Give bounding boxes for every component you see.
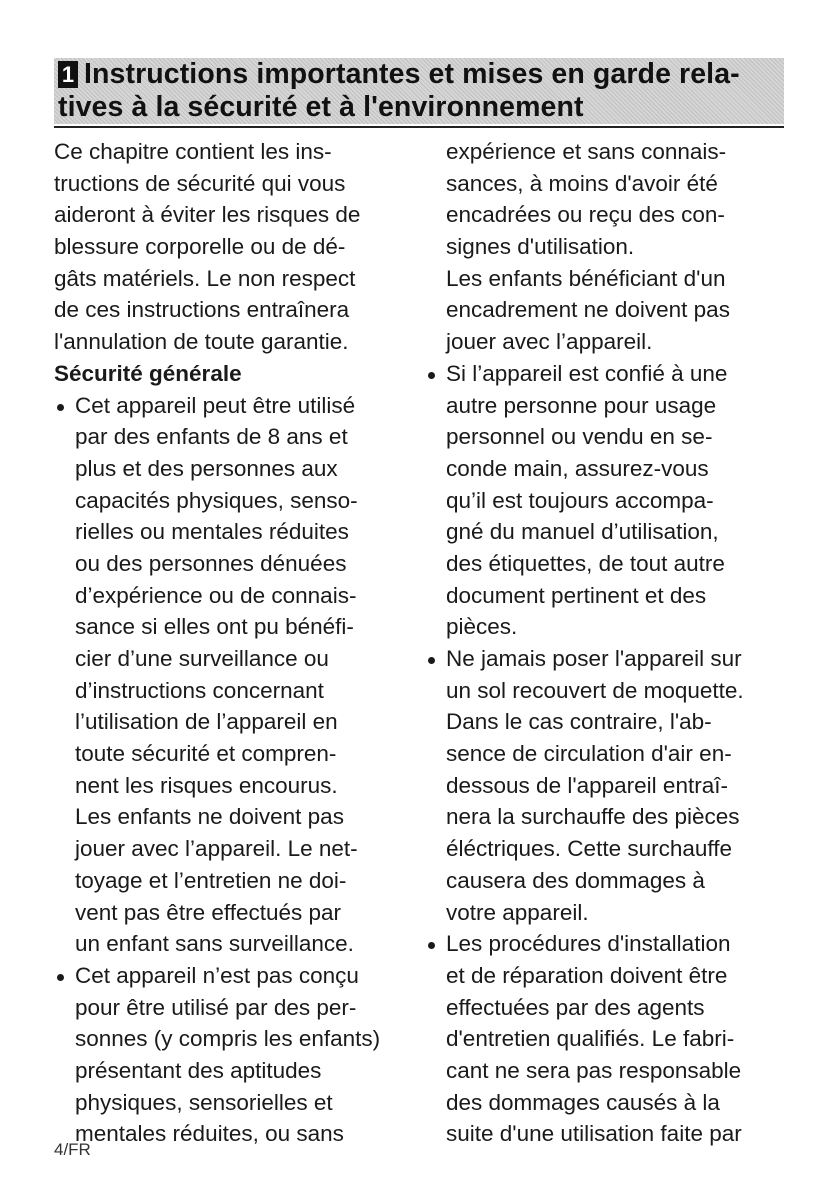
bullet-line — [425, 358, 825, 390]
paragraph-line: blessure corporelle ou de dé- — [54, 234, 346, 260]
indented-text-line: pour être utilisé par des per- — [75, 994, 357, 1020]
indented-text-line: cier d’une surveillance ou — [75, 646, 329, 671]
section-title-line-1 — [58, 58, 784, 91]
paragraph-line: tructions de sécurité qui vous — [54, 170, 346, 196]
indented-text-line: effectuées par des agents — [446, 994, 705, 1020]
indented-text-line: capacités physiques, senso- — [75, 487, 358, 513]
indented-text-line: sances, à moins d'avoir été — [446, 170, 718, 196]
section-title-text-1: Instructions importantes et mises en garde rela- — [84, 58, 740, 90]
indented-text-line: dessous de l'appareil entraî- — [446, 772, 728, 798]
bullet-line — [54, 390, 414, 422]
indented-text-line: d’expérience ou de connais- — [75, 582, 357, 608]
indented-text-line: encadrées ou reçu des con- — [446, 202, 725, 228]
indented-text-line: l’utilisation de l’appareil en — [75, 709, 338, 735]
indented-text-line: nent les risques encourus. — [75, 772, 338, 798]
indented-text-line: causera des dommages à — [446, 867, 705, 893]
paragraph-line: aideront à éviter les risques de — [54, 202, 361, 228]
indented-text-line: autre personne pour usage — [446, 392, 717, 418]
section-title-line-2: tives à la sécurité et à l'environnement — [58, 91, 584, 123]
bullet-line-text: Si l’appareil est confié à une — [446, 360, 728, 386]
subsection-heading: Sécurité générale — [54, 360, 242, 386]
section-title — [58, 58, 784, 124]
indented-text-line: suite d'une utilisation faite par — [446, 1121, 742, 1147]
indented-text-line: toute sécurité et compren- — [75, 741, 337, 767]
indented-text-line: présentant des aptitudes — [75, 1057, 322, 1083]
indented-text-line: physiques, sensorielles et — [75, 1089, 333, 1115]
indented-text-line: sence de circulation d'air en- — [446, 741, 732, 767]
indented-text-line: jouer avec l’appareil. Le net- — [75, 836, 358, 862]
indented-text-line: cant ne sera pas responsable — [446, 1057, 742, 1083]
page-number: 4/FR — [54, 1140, 91, 1159]
indented-text-line: éléctriques. Cette surchauffe — [446, 836, 732, 862]
indented-text-line: vent pas être effectués par — [75, 899, 342, 925]
indented-text-line: expérience et sans connais- — [446, 139, 727, 164]
indented-text-line: Les enfants bénéficiant d'un — [446, 265, 726, 291]
indented-text-line: Dans le cas contraire, l'ab- — [446, 709, 712, 735]
bullet-line-text: Cet appareil n’est pas conçu — [75, 962, 359, 988]
indented-text-line: sance si elles ont pu bénéfi- — [75, 614, 354, 640]
indented-text-line: d'entretien qualifiés. Le fabri- — [446, 1026, 735, 1052]
indented-text-line: votre appareil. — [446, 899, 589, 925]
indented-text-line: des dommages causés à la — [446, 1089, 720, 1115]
indented-text-line: encadrement ne doivent pas — [446, 297, 730, 323]
indented-text-line: signes d'utilisation. — [446, 234, 635, 260]
bullet-line-text: Cet appareil peut être utilisé — [75, 392, 356, 418]
indented-text-line: un enfant sans surveillance. — [75, 931, 354, 957]
indented-text-line: gné du manuel d’utilisation, — [446, 519, 719, 545]
indented-text-line: jouer avec l’appareil. — [446, 329, 653, 355]
section-header-rule — [54, 126, 784, 128]
paragraph-line: de ces instructions entraînera — [54, 297, 350, 323]
indented-text-line: mentales réduites, ou sans — [75, 1121, 344, 1147]
indented-text-line: pièces. — [446, 614, 518, 640]
right-text-column — [425, 136, 825, 1150]
indented-text-line: document pertinent et des — [446, 582, 707, 608]
paragraph-line: gâts matériels. Le non respect — [54, 265, 356, 291]
bullet-line — [425, 643, 825, 675]
bullet-line-text: Ne jamais poser l'appareil sur — [446, 646, 742, 671]
indented-text-line: Les enfants ne doivent pas — [75, 804, 344, 830]
indented-text-line: conde main, assurez-vous — [446, 455, 709, 481]
indented-text-line: par des enfants de 8 ans et — [75, 424, 348, 450]
indented-text-line: sonnes (y compris les enfants) — [75, 1026, 381, 1052]
indented-text-line: rielles ou mentales réduites — [75, 519, 349, 545]
chapter-number-badge: 1 — [58, 61, 78, 88]
indented-text-line: personnel ou vendu en se- — [446, 424, 713, 450]
indented-text-line: plus et des personnes aux — [75, 455, 338, 481]
indented-text-line: des étiquettes, de tout autre — [446, 550, 725, 576]
indented-text-line: nera la surchauffe des pièces — [446, 804, 740, 830]
left-text-column — [54, 136, 414, 1150]
paragraph-line: l'annulation de toute garantie. — [54, 329, 349, 355]
indented-text-line: et de réparation doivent être — [446, 962, 728, 988]
bullet-line-text: Les procédures d'installation — [446, 931, 731, 957]
indented-text-line: toyage et l’entretien ne doi- — [75, 867, 347, 893]
indented-text-line: un sol recouvert de moquette. — [446, 677, 744, 703]
bullet-line — [425, 928, 825, 960]
bullet-line — [54, 960, 414, 992]
indented-text-line: ou des personnes dénuées — [75, 550, 347, 576]
indented-text-line: qu’il est toujours accompa- — [446, 487, 714, 513]
paragraph-line: Ce chapitre contient les ins- — [54, 139, 332, 164]
indented-text-line: d’instructions concernant — [75, 677, 324, 703]
